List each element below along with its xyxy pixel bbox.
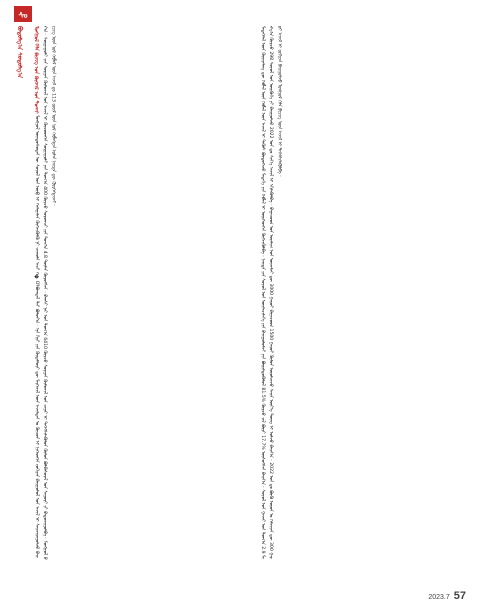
paragraph: ᠨᠡᠢᠲᠡ ᠶᠢᠨ ᠰᠣᠶᠣᠯ ᠤᠨ ᠦᠢᠯᠡᠴᠢᠯᠡᠭᠡ ᠶᠢᠨ ᠪᠠᠢᠭᠤᠯᠤᠮᠵᠢ ᠶᠢᠨ ᠪᠦᠷᠢᠯᠳᠦᠭᠦᠯᠦᠯ 81.5% ᠬᠦᠷᠴᠦ ᠵᠢᠯ ᠪᠦᠷᠢ 17.7% ᠦᠰᠦᠭᠰᠡᠨ ᠪᠠᠢᠨ᠎ᠠ᠃ [260,258,266,488]
issue-date: 2023.7 [428,594,450,601]
page-footer [428,590,466,602]
text-column-right [258,26,464,560]
paragraph: ᠪᠠᠭᠠᠴᠤᠳ ᠤᠨ ᠤᠷᠠᠯᠢᠭ ᠤᠨ ᠦᠵᠡᠮᠵᠢ ᠳᠦ 3000 ᠭᠠᠷᠤᠢ ᠪᠠᠭᠠᠴᠤᠳ 1500 ᠭᠠᠷᠤᠢ ᠬᠦᠮᠦᠨ ᠣᠷᠣᠯᠴᠠᠵᠤ ᠰᠠᠢᠨ ᠦᠷ᠎ᠡ ᠳᠦᠩ ᠢ ᠣᠯᠵᠤ ᠪᠠᠢᠨ᠎ᠠ᠃ [268,207,274,461]
paragraph: ᠮᠣᠩᠭᠣᠯ ᠪᠢᠴᠢᠭ ᠦᠨ ᠨᠣᠮ ᠬᠡᠪᠯᠡᠯ ᠦᠨ ᠠᠵᠢᠯ ᠳᠤ 113 ᠵᠦᠢᠯ ᠦᠨ ᠨᠣᠮ ᠬᠡᠪᠯᠡᠭᠳᠡᠨ ᠣᠯᠠᠨ ᠨᠡᠢᠲᠡ ᠳᠦ ᠬᠦᠷᠭᠡᠭᠳᠡᠵᠡᠢ᠃ [42,26,56,560]
paragraph: ᠡᠨᠡ ᠬᠢᠷᠢ ᠶᠢᠨ ᠬᠦᠳᠡᠯᠮᠦᠷᠢ ᠳᠦ ᠮᠡᠷᠭᠡᠵᠢᠯ ᠦᠨ ᠠᠵᠢᠯᠲᠠᠨ ᠤ ᠬᠦᠴᠦᠨ ᠢ ᠨᠢᠭᠡᠳᠬᠡᠨ ᠵᠣᠬᠢᠶᠠᠨ ᠪᠠᠢᠭᠤᠯᠤᠯ ᠤᠨ ᠠᠵᠢᠯ ᠢ ᠰᠠᠢᠵᠢᠷᠠᠭᠤᠯᠵᠤ ᠪᠠᠢᠨ᠎ᠠ᠃ [34,26,48,558]
paragraph: 2022 ᠣᠨ ᠳᠤ ᠪᠦᠬᠦ ᠣᠷᠤᠨ ᠤ ᠬᠡᠮᠵᠢᠶᠡᠨ ᠳᠦ 300 ᠭᠠᠷᠤᠢ ᠠᠵᠢᠯ ᠢ ᠵᠣᠬᠢᠶᠠᠨ ᠪᠠᠢᠭᠤᠯᠵᠤ ᠮᠣᠩᠭᠣᠯ ᠬᠡᠯᠡ ᠪᠢᠴᠢᠭ ᠦᠨ ᠠᠵᠢᠯ ᠢ ᠳᠡᠭᠡᠭᠰᠢᠯᠡᠭᠦᠯᠪᠡ᠃ [268,26,282,559]
paragraph: ᠪᠠᠭᠰᠢ ᠨᠠᠷ ᠤᠨ ᠲᠣᠭ᠎ᠠ 6410 ᠬᠦᠷᠴᠦ ᠰᠤᠷᠭᠠᠨ ᠬᠥᠮᠦᠵᠢᠯ ᠤᠨ ᠴᠢᠨᠠᠷ ᠢ ᠳᠡᠭᠡᠭᠰᠢᠯᠡᠭᠦᠯᠦᠨ ᠬᠥᠮᠦᠨ ᠪᠣᠯᠪᠠᠰᠤᠷᠠᠯ ᠤᠨ ᠰᠠᠭᠤᠷᠢ ᠶᠢ ᠪᠠᠲᠤᠵᠢᠭᠤᠯᠪᠠ᠃ [42,294,48,540]
text-column-left [32,26,246,560]
paragraph: ᠮᠡᠳᠡᠭᠡᠯᠡᠯ ᠦᠨ ᠬᠦᠷᠢᠶᠡᠯᠡᠩ ᠳᠦ ᠬᠡᠪᠯᠡᠯ ᠦᠨ ᠬᠡᠪᠯᠡᠯ ᠦᠨ ᠠᠵᠢᠯ ᠢ ᠲᠡᠭᠦᠰ ᠪᠦᠲᠦᠭᠡᠵᠦ ᠮᠡᠳᠡᠭᠡ ᠶᠢᠨ ᠬᠡᠪᠯᠡᠯ ᠢ ᠥᠷᠭᠡᠳᠬᠡᠨ ᠬᠥᠭᠵᠢᠭᠦᠯᠪᠡ᠃ [260,26,266,257]
paragraph: ᠰᠣᠶᠣᠯ ᠤᠨ ᠭᠠᠵᠠᠷ ᠤᠨ ᠲᠣᠭ᠎ᠠ 2.9 ᠮᠢᠩᠭ᠎ᠠ ᠬᠦᠷᠴᠦ 298 ᠰᠣᠶᠣᠯ ᠤᠨ ᠥᠷᠭᠦᠭᠡ ᠶᠢ ᠪᠠᠢᠭᠤᠯᠵᠤ 2022 ᠣᠨ ᠳᠤ ᠰᠢᠨ᠎ᠡ ᠠᠵᠢᠯ ᠢ ᠡᠬᠢᠯᠡᠭᠦᠯᠪᠡ᠃ [260,26,274,559]
page-badge: ᠰᠤ [14,6,32,22]
section-label: ᠪᠣᠳᠣᠯᠭ᠎ᠠ ᠰᠤᠳᠤᠯᠭ᠎ᠠ [16,26,23,79]
article-title: ᠮᠣᠩᠭᠣᠯ ᠬᠡᠯᠡ ᠪᠢᠴᠢᠭ ᠤᠨ ᠬᠥᠭᠵᠢᠯ ᠤᠨ ᠲᠤᠬᠠᠢ [33,26,40,114]
paragraph: ᠰᠤᠷᠭᠠᠭᠤᠯᠢ ᠶᠢᠨ ᠰᠤᠷᠭᠠᠨ ᠬᠥᠮᠦᠵᠢᠯ ᠤᠨ ᠠᠵᠢᠯ ᠢ ᠬᠦᠴᠦᠳᠬᠡᠨ ᠰᠤᠷᠭᠠᠭᠤᠯᠢ ᠶᠢᠨ ᠲᠣᠭ᠎ᠠ 400 ᠬᠦᠷᠴᠦ ᠰᠤᠷᠤᠭᠴᠢ ᠶᠢᠨ ᠲᠣᠭ᠎ᠠ 4.8 ᠲᠦᠮᠡᠨ ᠬᠦᠷᠦᠭᠰᠡᠨ᠃ [42,36,48,293]
page-number: 57 [453,590,466,602]
paragraph: ᠮᠣᠩᠭᠣᠯ ᠦᠨᠳᠦᠰᠦᠲᠡᠨ ᠦ ᠰᠣᠶᠣᠯ ᠤᠨ ᠥᠪ ᠢ ᠬᠠᠮᠠᠭᠠᠯᠠᠨ ᠬᠥᠭᠵᠢᠭᠦᠯᠬᠦ ᠨᠢ ᠴᠢᠬᠤᠯᠠ ᠠᠴᠢ ᠬ�O᠌ᠯᠪᠣᠭᠳᠠᠯ ᠲᠠᠢ ᠪᠣᠯᠤᠨ᠎ᠠ᠃ [34,115,40,327]
